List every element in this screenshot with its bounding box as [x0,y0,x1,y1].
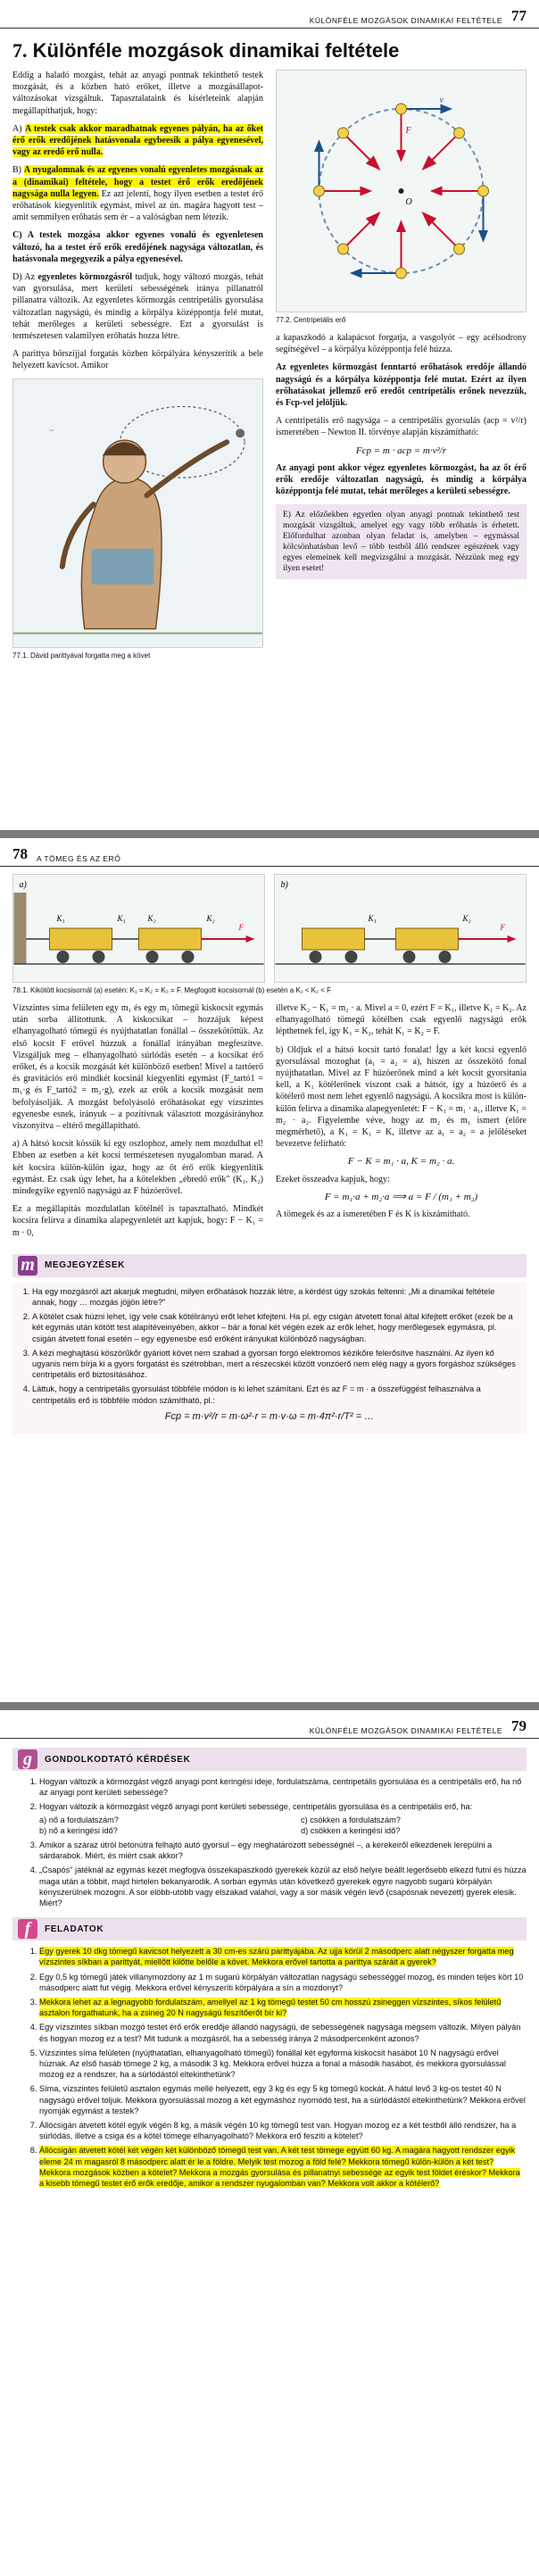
task-item [39,2145,527,2189]
sling-paragraph: A parittya bőrszíjjal forgatás közben körpályára kényszerítik a bele helyezett kavicsot. Amikor [12,349,263,371]
question-2-option: a) nő a fordulatszám? [39,1815,119,1824]
right-column [276,70,527,661]
task-item: 7. Állócsigán átvetett kötél egyik végén 8 kg, a másik végén 10 kg tömegű test van. Hogyan mozog ez a két testből álló rendszer, ha a súrlódás, illetve a csiga és a kötél tömege elhanyagolható? Mekkora erő feszíti a kötelet? [39,2120,527,2141]
chapter-title [0,29,539,70]
fig-a-k1b-label: K₁ [117,914,126,923]
right-column [276,1002,527,1245]
notes-title: MEGJEGYZÉSEK [45,1260,125,1271]
fig-b-label: b) [280,880,288,890]
fig-a-k1-label: K₁ [56,914,65,923]
case-a-label: A) [12,123,22,134]
fig-b-k1-label: K₁ [368,914,377,923]
carts-tied-diagram [13,875,264,982]
figure-78-1-caption: 78.1. Kikötött kocsisornál (a) esetén: K₁ = K₂ = K₃ = F. Megfogott kocsisornál (b) esetén a K₁ < K₂ < F [12,986,332,994]
figure-centripetal-force [276,70,527,312]
page-79 [0,1710,539,2576]
header-title: A TÖMEG ÉS AZ ERŐ [37,854,121,863]
task-item [39,1997,527,2018]
note-item: 2. A kötélet csak húzni lehet, így vele csak kötélirányú erőt lehet kifejteni. Ha pl. egy csigán átvetett fonal által kifejtett erőket (ezek be a két egymás után kötött test alapítéveinyében, akkor – bár a fonal két végén ezek az erők lehet, hogy merőlegesek egymásra, pl. csigán átvetett fonal esetén – egy egyenesbe eső erőként irányukat különböző nagyságban. [32,1311,521,1344]
note-item: 3. A kézi meghajtású köszörűkőr gyáriott követ nem szabad a gyorsan forgó elektromos kézikőre felerősítve használni. Az ilyen kő ugyanis nem bírja ki a gyors forgatást és szétrobban, mert a részecskéi között vonzóerő nem elég nagy a gyors forgáshoz szükséges centripetális erő biztosításához. [32,1348,521,1381]
david-illustration [13,379,262,647]
right-paragraph-3: A centripetális erő nagysága – a centripetális gyorsulás (acp = v²/r) ismeretében – Newton II. törvénye alapján kiszámítható: [276,416,527,438]
notes-formula: Fcp = m·v²/r = m·ω²·r = m·v·ω = m·4π²·r/T² = … [164,1410,375,1422]
task-item [39,1946,527,1967]
left-column [12,70,263,661]
header-title: KÜLÖNFÉLE MOZGÁSOK DINAMIKAI FELTÉTELE [309,16,502,25]
question-item [39,1801,527,1836]
right-paragraph-4-text: Az anyagi pont akkor végez egyenletes körmozgást, ha az őt érő erők eredője változatlan nagyságú, és mindig a körpálya középpontja felé mutat, tehát merőleges a kerületi sebességre. [276,462,527,497]
page-77 [0,0,539,830]
page-number: 79 [511,1717,527,1734]
running-header [0,838,539,867]
velocity-label: v [439,96,444,105]
right-paragraph-2 [276,361,527,409]
carts-case-a: a) A hátsó kocsit kössük ki egy oszlophoz, amely nem mozdulhat el! Ebben az esetben a két kocsi természetesen nyugalomban marad. A két kocsira külön-külön igaz, hogy az őt érő erők kiegyenlítik egymást. Ez csak úgy lehet, ha a kötelekben „ébredő erők" (K₁, K₂) mindegyike egyenlő nagyságú az F húzóerővel. [12,1139,263,1197]
question-2-text: Hogyan változik a körmozgást végző anyagi pont kerületi sebessége, centripetális gyorsulása és a centripetális erő, ha: [39,1802,473,1812]
force-label: F [405,126,411,136]
carts-equation-intro: Ez a megállapítás mozdulatlan kötélnél is tapasztalható. Mindkét kocsira felírva a dinamika alapegyenletét azt kapjuk, hogy: F − K₁ = m · 0, [12,1204,263,1238]
fig-a-k2b-label: K₂ [206,914,215,923]
fig-b-f-label: F [500,923,505,932]
tasks-title: FELADATOK [45,1924,104,1934]
tasks-list [12,1946,527,2189]
question-2-options [39,1815,527,1836]
fig-a-label: a) [19,880,27,890]
center-label: O [405,197,412,207]
fig-a-k2-label: K₂ [147,914,156,923]
page-number: 78 [12,845,28,862]
case-d-term: egyenletes körmozgásról [37,272,133,283]
chapter-number: 7. [12,39,28,62]
figure-david-sling [12,378,263,648]
question-item: 3. Amikor a száraz útról betonútra felhajtó autó gyorsul – egy meghatározott sebességnél –, a kerekeiről elkezdenek lerepülni a sárdarabok. Miért, és miért csak akkor? [39,1840,527,1861]
figure-78-1 [0,867,539,983]
running-header [0,1710,539,1739]
questions-title: GONDOLKODTATÓ KÉRDÉSEK [45,1754,191,1765]
notes-badge-icon: m [18,1256,37,1276]
questions-header [12,1748,527,1771]
task-item: 5. Vízszintes síma felületen (nyújthatatlan, elhanyagolható tömegű) fonállal két egyforma kiskocsit hasábot 10 N nagyságú erővel húznak. Az első hasáb tömege 2 kg, a második 3 kg. Mekkora erővel húzza a fonal a második hasábot, és mekkora gyorsulással mozog ez a rendszer, ha a súrlódástól eltekinthetünk? [39,2048,527,2081]
case-a-text: A testek csak akkor maradhatnak egyenes pályán, ha az őket érő erők eredőjének hatásvonala egybeesik a pálya egyenesével, vagy az eredő erő nulla. [12,123,264,158]
centripetal-formula: Fcp = m · acp = m·v²/r [355,445,447,456]
carts-intro: Vízszintes síma felületen egy m₁ és egy m₂ tömegű kiskocsit egymás után sorba állítottunk. A kiskocsikat – hozzájuk képest elhanyagolható tömegű és nyújthatatlan fonállal – összekötöttük. Az első kocsit F erővel húzzuk a fonállal irányában megfeszítve. Vizsgáljuk meg – elhanyagolható súrlódás esetén – a kocsikat érő erőket, és a kocsik mozgását két különböző esetben! Mivel a tartóerő és gravitációs erő mindkét kocsinál kiegyenlíti egymást (F_tartó1 = m₁·g és F_tartó2 = m₂·g), ezek az erők a kocsik mozgását nem befolyásolják. A mozgást befolyásoló erőhatásokat egy vízszintes egyenesbe esnek, irányuk – a pozitívnak választott mozgásirányhoz viszonyítva – eltérő megállapítható. [12,1003,263,1132]
case-d-rest: tudjuk, hogy változó mozgás, tehát van gyorsulása, mert kerületi sebességének iránya pillanatról pillanatra változik. Az egyenletes körmozgás centripetális gyorsulása változatlan nagyságú, és mindig a körpálya középpontja felé mutat, tehát merőleges a kerületi sebességre. Ezt a gyorsulást is természetesen valamilyen erőhatás hozza létre. [12,272,263,342]
question-item: 4. „Csapós" játéknál az egymás kezét megfogva összekapaszkodó gyerekek közül az első helyre beállt legerősebb elkezd futni és húzza maga után a többit, majd hirtelen bekanyarodik. A sorban egymás után következő gyerekek egyre nagyobb sugarú körpályán kényszerülnek mozogni. A sor elöbb-utóbb vagy elszakad valahol, vagy a sor másik végén levő (csapósnak nevezett) gyerek elesik. Miért? [39,1865,527,1908]
note-item: 4. Láttuk, hogy a centripetális gyorsulást többféle módon is ki lehet számítani. Ezt és az F = m · a összefüggést felhasználva a centripetális erő is többféle módon számítható, pl.: [32,1384,521,1405]
right-paragraph-4 [276,462,527,498]
case-d-label: D) Az [12,272,38,283]
tasks-header [12,1917,527,1940]
notes-section [12,1283,527,1434]
task-1-text: Egy gyerek 10 dkg tömegű kavicsot helyezett a 30 cm-es szárú parittyájába. Az ujja körül 2 másodperc alatt négyszer forgatta meg vízszintes síkban a parittyát, miellőtt kilőtte belőle a követ. Mekkora erővel tartotta a parittya száráit a gyerek? [39,1947,514,1967]
left-column [12,1002,263,1245]
question-2-option: b) nő a keringési idő? [39,1825,118,1835]
page-number: 77 [511,7,527,24]
questions-badge-icon: g [18,1749,37,1769]
page-78 [0,838,539,1702]
case-d [12,271,263,342]
tasks-badge-icon: f [18,1919,37,1939]
right-paragraph-1: a kapaszkodó a kalapácsot forgatja, a vasgolyót – egy acélsodrony segítségével – a körpálya középpontja felé húzza. [276,333,527,355]
task-item: 2. Egy 0,5 kg tömegű játék villanymozdony az 1 m sugarú körpályán változatlan nagyságú sebességgel mozog, és minden teljes kört 10 másodperc alatt fut végig. Mekkora erővel kényszeríti körpályára a sín a mozdonyt? [39,1972,527,1993]
fig-b-k2-label: K₂ [462,914,471,923]
task-item: 4. Egy vízszintes síkban mozgó testet érő erők eredője állandó nagyságú, de sebességének nagysága mégsem változik. Milyen pályán és hogyan mozog ez a test? Mit tudunk a mozgásról, ha a sebesség iránya 2 másodpercenként azonos? [39,2022,527,2043]
carts-equation-1: F − K = m₁ · a, K = m₂ · a. [347,1156,455,1168]
carts-continuation: illetve K₂ − K₁ = m₂ · a. Mivel a = 0, ezért F = K₁, illetve K₁ = K₂. Az elhanyagolható tömegű kötélben csak egyenlő nagyságú erők lépthetnek fel, így K₁ = K₂, tehát K₁ = K₂ = F. [276,1003,527,1037]
right-paragraph-2-text: Az egyenletes körmozgást fenntartó erőhatások eredője állandó nagyságú és a körpálya középpontja felé mutat. Ezért az ilyen erőhatásokat jellemző erő eredőt centripetális erőnek nevezzük, és Fcp-vel jelöljük. [276,362,527,409]
case-b-highlight: A nyugalomnak és az egyenes vonalú egyenletes mozgásnak az a (dinamikai) feltétele, hogy a testet érő erők eredőjének nagysága nulla legyen. [12,165,264,199]
carts-case-b: b) Oldjuk el a hátsó kocsit tartó fonalat! Így a két kocsi egyenlő gyorsulással mozoghat (a₁ = a₂ = a), hiszen az összekötő fonal nyújthatatlan. Mivel az F húzóerőnek mind a két kocsit gyorsítania kell, a K₁ kötélerőnek viszont csak a hátsót, így a húzóerő és a kötélerő most nem lehet egyenlő nagyságú. A kocsikra most is külön-külön felírva a dinamika alapegyenletét: F − K₁ = m₁ · a₁, illetve K₁ = m₂ · a₂. Figyelembe véve, hogy az m₂ és m₁ ismert (előre megmérhető), a K₁ = K₁ = K, illetve az a₁ = a₂ = a jelöléseket bevezetve felírható: [276,1044,527,1150]
case-a [12,123,263,159]
carts-free-diagram [275,875,526,982]
questions-list [12,1776,527,1908]
figure-cart-b [274,874,527,983]
intro-paragraph: Eddig a haladó mozgást, tehát az anyagi pontnak tekinthető testek mozgását, és a közben ható erőket, illetve a mozgásállapot-változásokat vizsgáltuk. Tapasztalataink és kísérleteink alapján megállapíthatjuk, hogy: [12,71,263,116]
note-item: 1. Ha egy mozgásról azt akarjuk megtudni, milyen erőhatások hozzák létre, a kérdést úgy szokás feltenni: „Mi a dinamikai feltétele annak, hogy … mozgás jöjjön létre?" [32,1286,521,1308]
task-3-text: Mekkora lehet az a legnagyobb fordulatszám, amellyel az 1 kg tömegű testet 50 cm hosszú zsineggen vízszintes, síkos felületű asztalon forgathatunk, ha a zsineg 20 N nagyságú feszítőerőt bír ki? [39,1998,502,2018]
chapter-title-text: Különféle mozgások dinamikai feltétele [32,39,400,62]
svg-text:~: ~ [48,425,54,436]
centripetal-diagram [277,71,526,312]
figure-77-1-caption: 77.1. Dávid parittyával forgatta meg a követ [12,651,151,660]
question-2-option: d) csökken a keringési idő? [301,1825,401,1835]
figure-77-2-caption: 77.2. Centripetális erő [276,316,346,324]
task-8-text: Állócsigán átvetett kötél két végén két különböző tömegű test van. A két test tömege együtt 60 kg. A magára hagyott rendszer egyik eleme 24 m magasról 8 másodperc alatt ér le a földre. Melyik test mozog a föld felé? Mekkora tömegű külön-külön a két test? Mekkora mozgások közben a kötelet? Mekkora a mozgás gyorsulása és pillanatnyi sebessége az egyik test földet éréskor? Mekkora a kisebb tömegű testet érő erők eredője, amikor a rendszer nyugalomban van? Mekkora volt akkor a kötélerő? [39,2146,520,2189]
case-c [12,229,263,265]
carts-sum-intro: Ezeket összeadva kapjuk, hogy: [276,1174,390,1184]
case-b-label: B) [12,165,21,176]
case-b [12,164,263,223]
notes-header [12,1254,527,1277]
case-b-rest: Ez azt jelenti, hogy ilyen esetben a testet érő erőhatások kiegyenlítik egymást, mivel az ún. magára hagyott test – amit semmilyen erőhatás sem ér – a valóságban nem létezik. [12,188,263,223]
task-item: 6. Síma, vízszintes felületű asztalon egymás mellé helyezett, egy 3 kg és egy 5 kg tömegű kockát. A hátul levő 3 kg-os testet 40 N nagyságú erővel toljuk. Mekkora gyorsulással mozog a két egymáshoz nyomódó test, ha a súrlódástól eltekinthetünk? Mekkora erővel nyomják egymást a testek? [39,2083,527,2116]
case-e-box: E) Az előzőekben egyetlen olyan anyagi pontnak tekinthető test mozgását vizsgáltuk, amelyet egy vagy több erőhatás is érhetett. Előfordulhat azonban olyan feladat is, amelyben – egymással kölcsönhatásban levő – több testből álló rendszer egészének vagy egyes elemeinek kell megvizsgálni a mozgását. Nézzünk meg egy ilyen esetet! [276,504,527,579]
running-header [0,0,539,29]
question-item: 1. Hogyan változik a körmozgást végző anyagi pont keringési ideje, fordulatszáma, centripetális gyorsulása és a centripetális erő, ha nő az anyagi pont kerületi sebessége? [39,1776,527,1798]
figure-cart-a [12,874,265,983]
case-c-text: C) A testek mozgása akkor egyenes vonalú és egyenletesen változó, ha a testet érő erők eredőjének nagysága változatlan, és hatásvonala megegyezik a pálya egyenesével. [12,230,263,264]
header-title: KÜLÖNFÉLE MOZGÁSOK DINAMIKAI FELTÉTELE [309,1726,502,1735]
question-2-option: c) csökken a fordulatszám? [301,1815,401,1824]
carts-conclusion: A tömegek és az a ismeretében F és K is kiszámítható. [276,1209,470,1220]
fig-a-f-label: F [238,923,244,932]
carts-equation-2: F = m₁·a + m₂·a ⟹ a = F / (m₁ + m₂) [324,1191,478,1202]
